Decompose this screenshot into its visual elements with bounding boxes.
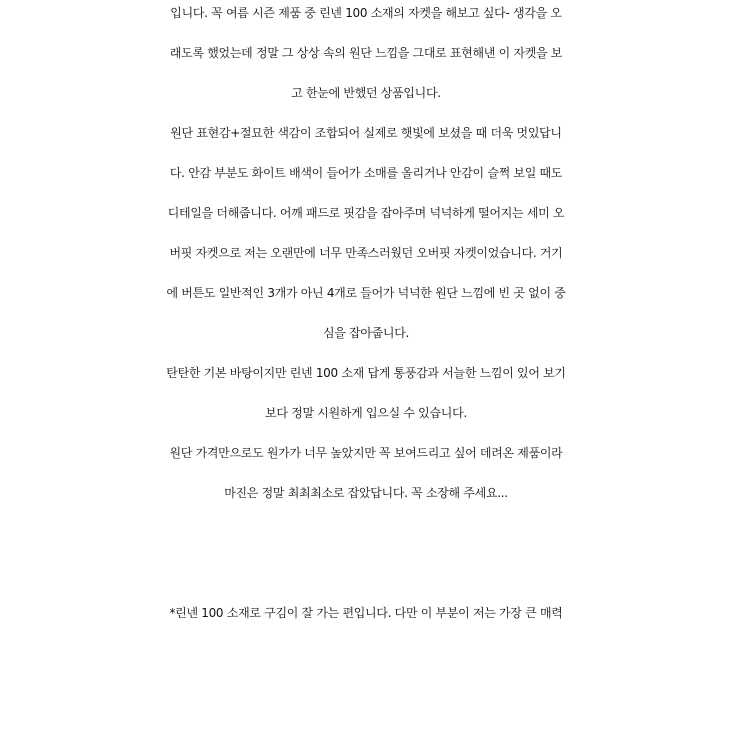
text-line: 입니다. 꼭 여름 시즌 제품 중 린넨 100 소재의 자켓을 해보고 싶다- 생각을 오 <box>170 6 562 20</box>
text-line: 에 버튼도 일반적인 3개가 아닌 4개로 들어가 넉넉한 원단 느낌에 빈 곳 없이 중 <box>166 286 566 300</box>
text-line: 심을 잡아줍니다. <box>322 326 410 340</box>
text-line: 다. 안감 부분도 화이트 배색이 들어가 소매를 올리거나 안감이 슬쩍 보일 때도 <box>169 166 563 180</box>
text-line: 디테일을 더해줍니다. 어깨 패드로 핏감을 잡아주며 넉넉하게 떨어지는 세미 오 <box>167 206 565 220</box>
text-line: 마진은 정말 최최최소로 잡았답니다. 꼭 소장해 주세요... <box>224 486 508 500</box>
paragraph-details <box>0 113 732 353</box>
text-line: 탄탄한 기본 바탕이지만 린넨 100 소재 답게 통풍감과 서늘한 느낌이 있어 보기 <box>166 366 566 380</box>
paragraph-price <box>0 433 732 513</box>
text-line: 버핏 자켓으로 저는 오랜만에 너무 만족스러웠던 오버핏 자켓이었습니다. 거기 <box>169 246 563 260</box>
text-line: 보다 정말 시원하게 입으실 수 있습니다. <box>265 406 467 420</box>
paragraph-intro <box>0 0 732 113</box>
paragraph-note <box>0 593 732 633</box>
text-line: 원단 가격만으로도 원가가 너무 높았지만 꼭 보여드리고 싶어 데려온 제품이라 <box>169 446 563 460</box>
paragraph-fabric <box>0 353 732 433</box>
paragraph-spacer <box>0 513 732 593</box>
text-line: 래도록 했었는데 정말 그 상상 속의 원단 느낌을 그대로 표현해낸 이 자켓을 보 <box>169 46 563 60</box>
text-line: 원단 표현감+절묘한 색감이 조합되어 실제로 햇빛에 보셨을 때 더욱 멋있답니 <box>170 126 562 140</box>
text-line: *린넨 100 소재로 구김이 잘 가는 편입니다. 다만 이 부분이 저는 가장 큰 매력 <box>169 606 563 620</box>
text-line: 고 한눈에 반했던 상품입니다. <box>291 86 441 100</box>
